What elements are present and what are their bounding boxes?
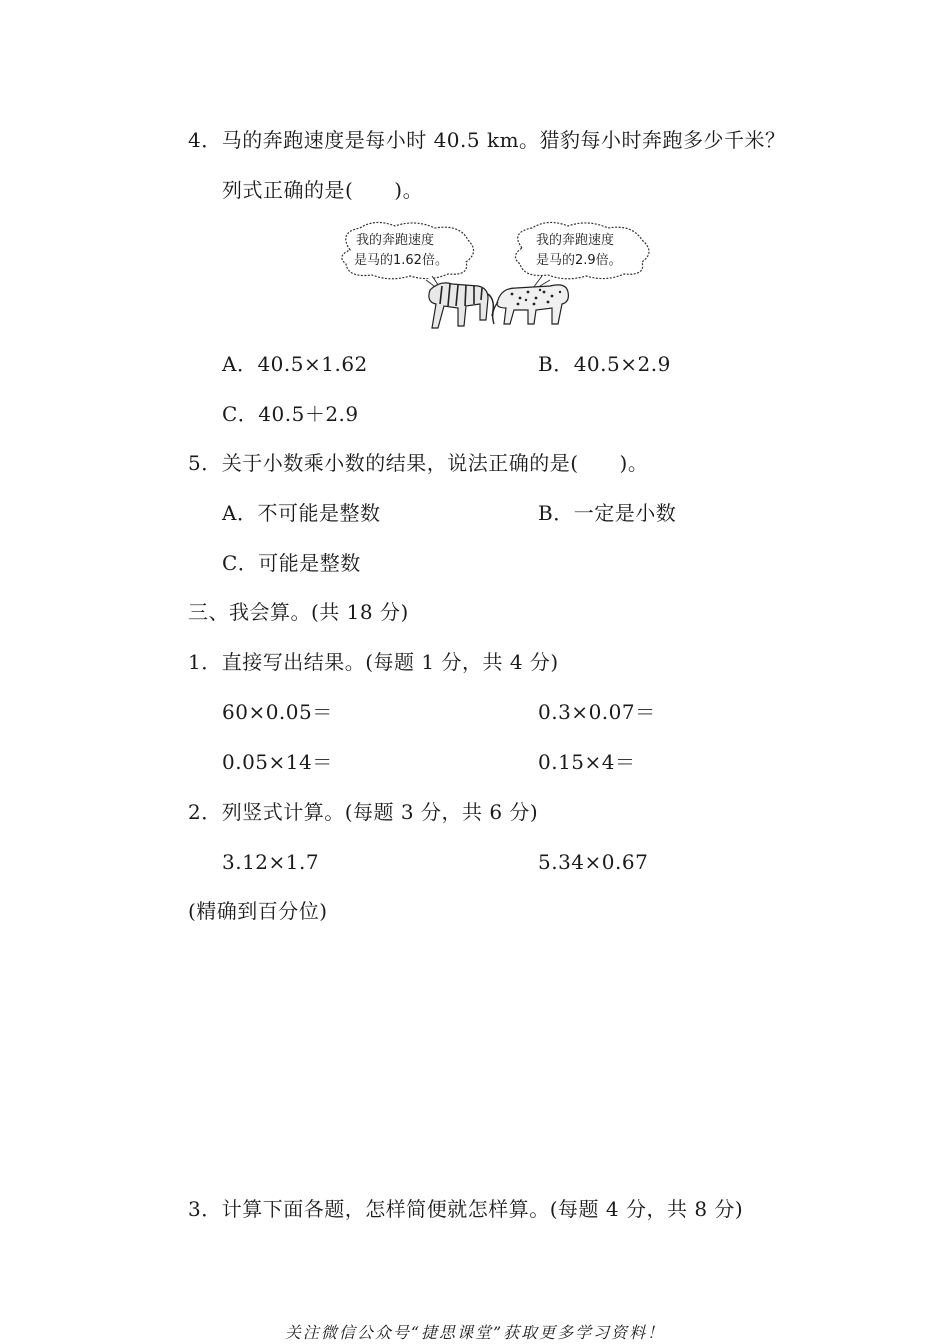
calc-item-4: 0.15×4＝ [538,750,636,774]
tiger-bubble-line-2: 是马的1.62倍。 [354,253,448,268]
question-4-prompt: 列式正确的是( )。 [222,178,424,202]
calc-item-1: 60×0.05＝ [222,700,333,724]
q4-option-a: A．40.5×1.62 [222,352,368,376]
question-4-stem: 4．马的奔跑速度是每小时 40.5 km。猎豹每小时奔跑多少千米？ [188,128,786,152]
tiger-figure [429,283,493,328]
part-2-title: 2．列竖式计算。(每题 3 分，共 6 分) [188,800,539,824]
part-3-title: 3．计算下面各题，怎样简便就怎样算。(每题 4 分，共 8 分) [188,1197,744,1221]
section-3-title: 三、我会算。(共 18 分) [188,600,409,624]
q5-option-b: B．一定是小数 [538,501,677,525]
vertical-calc-1: 3.12×1.7 [222,850,320,874]
leopard-bubble-line-1: 我的奔跑速度 [536,233,615,248]
q4-option-c: C．40.5＋2.9 [222,402,359,426]
calc-item-2: 0.3×0.07＝ [538,700,656,724]
q4-option-b: B．40.5×2.9 [538,352,671,376]
q5-option-c: C．可能是整数 [222,551,361,575]
leopard-bubble-line-2: 是马的2.9倍。 [536,253,622,268]
vertical-calc-2: 5.34×0.67 [538,850,649,874]
leopard-figure [493,285,569,324]
tiger-bubble-line-1: 我的奔跑速度 [356,233,435,248]
calc-item-3: 0.05×14＝ [222,750,333,774]
tiger-and-leopard-illustration [330,220,660,336]
part-1-title: 1．直接写出结果。(每题 1 分，共 4 分) [188,650,559,674]
rounding-note: (精确到百分位) [188,899,328,923]
question-5-stem: 5．关于小数乘小数的结果，说法正确的是( )。 [188,451,649,475]
footer-watermark: 关注微信公众号“捷思课堂”获取更多学习资料！ [284,1323,666,1342]
q5-option-a: A．不可能是整数 [222,501,381,525]
